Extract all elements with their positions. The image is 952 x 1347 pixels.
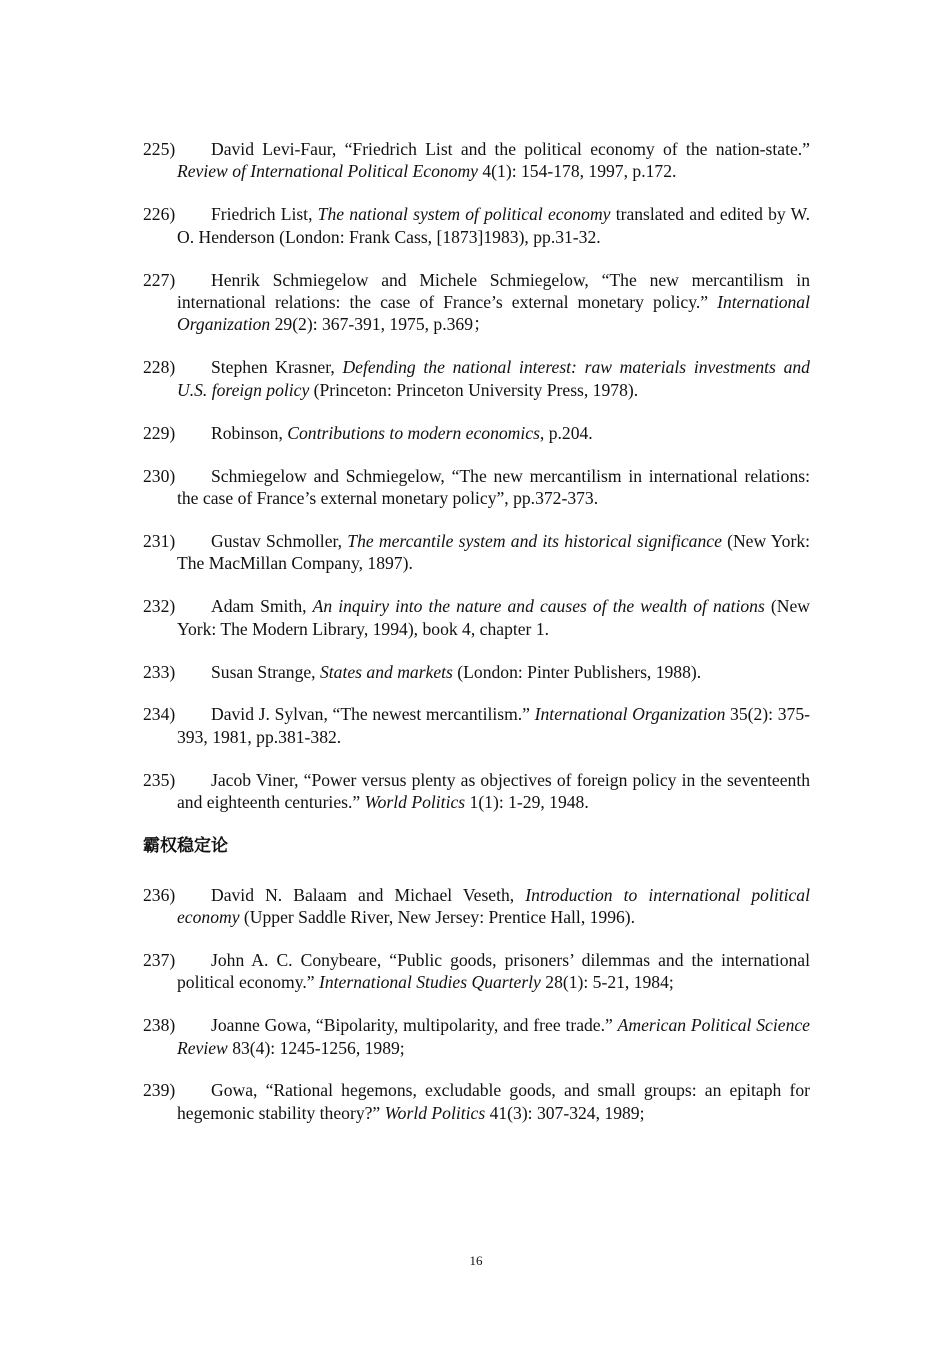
reference-title: An inquiry into the nature and causes of the wealth of nations	[312, 596, 765, 617]
reference-number: 231)	[143, 530, 176, 551]
reference-details: (New York: The MacMillan Company, 1897).	[177, 530, 810, 574]
reference-authors: Schmiegelow and Schmiegelow,	[211, 465, 452, 486]
reference-entry	[143, 703, 810, 748]
reference-authors: Gowa,	[211, 1080, 266, 1101]
references-group	[143, 884, 810, 1125]
reference-entry	[143, 422, 810, 444]
reference-title: World Politics	[384, 1102, 486, 1123]
reference-details: 35(2): 375-393, 1981, pp.381-382.	[177, 704, 810, 747]
reference-entry	[143, 530, 810, 575]
reference-authors: Friedrich List,	[211, 204, 318, 225]
reference-details: (Princeton: Princeton University Press, 1978).	[309, 379, 639, 400]
section-heading: 霸权稳定论	[143, 835, 228, 856]
reference-authors: Joanne Gowa,	[211, 1015, 316, 1036]
reference-details: (London: Pinter Publishers, 1988).	[452, 661, 702, 682]
reference-title: Review of International Political Economy	[177, 161, 478, 182]
reference-title: Introduction to international political economy	[177, 884, 810, 927]
reference-entry	[143, 595, 810, 640]
reference-details: (New York: The Modern Library, 1994), book 4, chapter 1.	[177, 596, 810, 639]
reference-details: 1(1): 1-29, 1948.	[465, 792, 589, 813]
reference-title: International Studies Quarterly	[319, 972, 541, 993]
reference-entry	[143, 661, 810, 683]
reference-number: 235)	[143, 769, 176, 790]
references-list	[143, 138, 810, 1145]
reference-number: 234)	[143, 704, 176, 725]
reference-authors: David J. Sylvan,	[211, 704, 333, 725]
reference-title: Contributions to modern economics	[287, 422, 540, 443]
reference-number: 237)	[143, 949, 176, 970]
reference-details: 83(4): 1245-1256, 1989;	[227, 1037, 405, 1058]
reference-entry	[143, 1079, 810, 1124]
reference-entry	[143, 949, 810, 994]
reference-authors: Adam Smith,	[211, 596, 313, 617]
reference-authors: John A. C. Conybeare,	[211, 949, 390, 970]
reference-authors: Stephen Krasner,	[211, 357, 343, 378]
reference-number: 229)	[143, 422, 176, 443]
reference-title: International Organization	[534, 704, 726, 725]
reference-entry	[143, 465, 810, 510]
reference-number: 225)	[143, 139, 176, 159]
reference-details: 41(3): 307-324, 1989;	[485, 1102, 645, 1123]
reference-text: “Friedrich List and the political economy of the nation-state.”	[344, 139, 810, 159]
reference-entry	[143, 269, 810, 336]
reference-title: World Politics	[364, 792, 466, 813]
reference-text: “Bipolarity, multipolarity, and free trade.”	[315, 1015, 618, 1036]
reference-entry	[143, 138, 810, 183]
reference-details: 28(1): 5-21, 1984;	[540, 972, 674, 993]
reference-title: American Political Science Review	[177, 1015, 810, 1058]
reference-text: “Rational hegemons, excludable goods, and small groups: an epitaph for hegemonic stability theory?”	[177, 1080, 810, 1123]
reference-title: Defending the national interest: raw materials investments and U.S. foreign policy	[177, 357, 810, 400]
reference-title: The national system of political economy	[317, 204, 611, 225]
references-group	[143, 138, 810, 814]
page-number: 16	[469, 1253, 483, 1268]
reference-authors: Gustav Schmoller,	[211, 530, 348, 551]
reference-details: 29(2): 367-391, 1975, p.369；	[270, 314, 491, 335]
reference-text: “The new mercantilism in international relations: the case of France’s external monetary policy.”	[177, 269, 810, 313]
reference-number: 232)	[143, 596, 176, 617]
reference-entry	[143, 884, 810, 929]
reference-number: 239)	[143, 1080, 176, 1101]
reference-title: States and markets	[319, 661, 453, 682]
reference-title: International Organization	[177, 292, 810, 335]
reference-details: translated and edited by W. O. Henderson (London: Frank Cass, [1873]1983), pp.31-32.	[177, 204, 810, 247]
reference-entry	[143, 1014, 810, 1059]
reference-authors: Jacob Viner,	[211, 769, 304, 790]
reference-number: 230)	[143, 465, 176, 486]
reference-number: 226)	[143, 204, 176, 225]
reference-text: “The new mercantilism in international relations: the case of France’s external monetary policy”, pp.372-373.	[177, 465, 810, 508]
reference-authors: Robinson,	[211, 422, 288, 443]
reference-details: (Upper Saddle River, New Jersey: Prentice Hall, 1996).	[239, 906, 636, 927]
reference-text: “Public goods, prisoners’ dilemmas and the international political economy.”	[177, 949, 810, 993]
reference-number: 238)	[143, 1015, 176, 1036]
reference-entry	[143, 203, 810, 248]
reference-details: 4(1): 154-178, 1997, p.172.	[477, 161, 677, 182]
reference-text: “Power versus plenty as objectives of foreign policy in the seventeenth and eighteenth centuries.”	[177, 769, 810, 813]
reference-entry	[143, 769, 810, 814]
reference-text: “The newest mercantilism.”	[332, 704, 535, 725]
reference-entry	[143, 356, 810, 401]
reference-title: The mercantile system and its historical significance	[347, 530, 722, 551]
reference-number: 233)	[143, 661, 176, 682]
reference-authors: David Levi-Faur,	[211, 139, 345, 159]
reference-authors: David N. Balaam and Michael Veseth,	[211, 884, 526, 905]
reference-authors: Henrik Schmiegelow and Michele Schmiegelow,	[211, 269, 602, 290]
reference-number: 227)	[143, 269, 176, 290]
reference-details: , p.204.	[539, 422, 593, 443]
reference-number: 228)	[143, 357, 176, 378]
reference-number: 236)	[143, 884, 176, 905]
reference-authors: Susan Strange,	[211, 661, 320, 682]
